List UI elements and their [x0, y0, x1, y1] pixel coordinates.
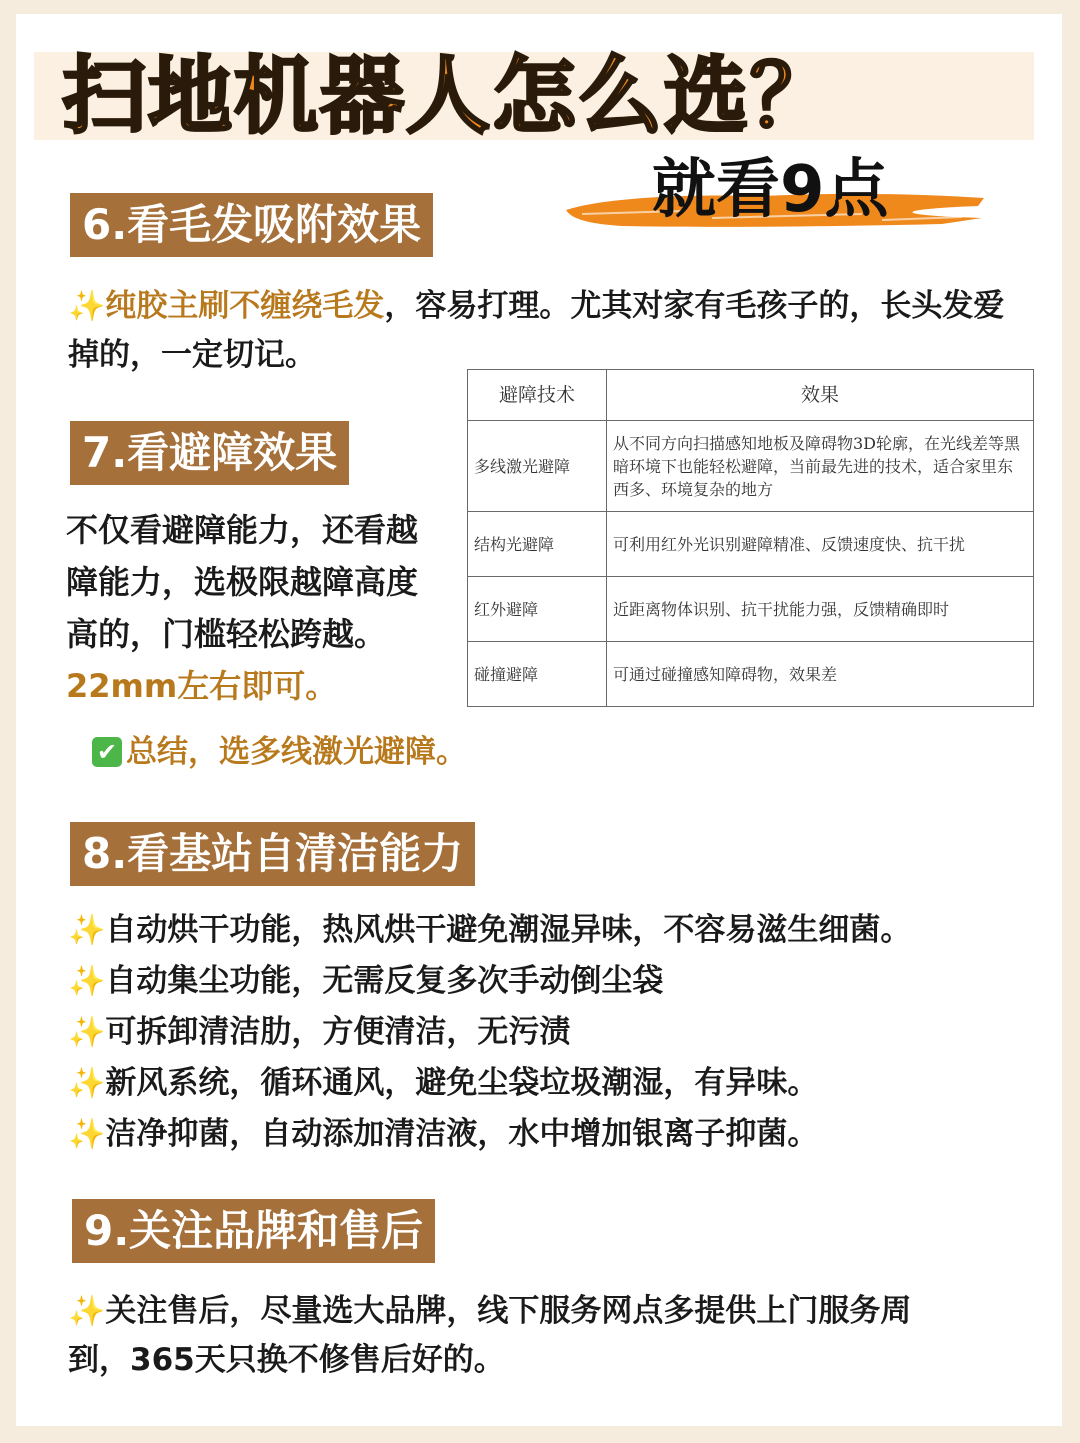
sparkles-icon: ✨	[68, 1294, 106, 1329]
obstacle-avoidance-table	[467, 369, 1034, 707]
table-cell: 结构光避障	[468, 512, 607, 577]
bullet-list	[68, 905, 1028, 1160]
body-text: 关注售后，尽量选大品牌，线下服务网点多提供上门服务周到，365天只换不修售后好的。	[68, 1293, 912, 1378]
section-paragraph	[68, 282, 1028, 379]
table-header-row	[468, 370, 1034, 421]
list-item	[68, 905, 1028, 956]
list-item	[68, 1109, 1028, 1160]
list-item	[68, 956, 1028, 1007]
sparkles-icon: ✨	[68, 964, 106, 999]
table-row	[468, 577, 1034, 642]
summary-line	[92, 728, 467, 776]
table-cell: 红外避障	[468, 577, 607, 642]
sparkles-icon: ✨	[68, 1015, 106, 1050]
table-row	[468, 512, 1034, 577]
list-item	[68, 1058, 1028, 1109]
table-header-cell: 效果	[607, 370, 1034, 421]
table-cell: 多线激光避障	[468, 421, 607, 512]
subtitle: 就看9点	[652, 153, 889, 227]
section-heading: 9.关注品牌和售后	[72, 1199, 435, 1263]
table-cell: 从不同方向扫描感知地板及障碍物3D轮廓，在光线差等黑暗环境下也能轻松避障，当前最先进的技术，适合家里东西多、环境复杂的地方	[607, 421, 1034, 512]
section-paragraph	[66, 504, 426, 712]
list-item-text: 新风系统，循环通风，避免尘袋垃圾潮湿，有异味。	[105, 1065, 819, 1101]
table-cell: 近距离物体识别、抗干扰能力强，反馈精确即时	[607, 577, 1034, 642]
main-title: 扫地机器人怎么选？	[62, 47, 837, 145]
body-text: 不仅看避障能力，还看越障能力，选极限越障高度高的，门槛轻松跨越。	[66, 511, 419, 653]
table-cell: 可通过碰撞感知障碍物，效果差	[607, 642, 1034, 707]
list-item-text: 可拆卸清洁肋，方便清洁，无污渍	[105, 1014, 571, 1050]
section-heading: 6.看毛发吸附效果	[70, 193, 433, 257]
table-header-cell: 避障技术	[468, 370, 607, 421]
sparkles-icon: ✨	[68, 1117, 106, 1152]
body-text: ，容易打理。尤其对家有毛孩子的，长头发爱掉的，一定切记。	[68, 288, 1005, 373]
summary-text: 总结，选多线激光避障。	[126, 734, 467, 770]
check-mark-button-icon: ✔	[92, 737, 122, 767]
table-cell: 碰撞避障	[468, 642, 607, 707]
highlight-text: 纯胶主刷不缠绕毛发	[105, 288, 385, 324]
sparkles-icon: ✨	[68, 913, 106, 948]
list-item-text: 洁净抑菌，自动添加清洁液，水中增加银离子抑菌。	[105, 1116, 819, 1152]
list-item-text: 自动烘干功能，热风烘干避免潮湿异味，不容易滋生细菌。	[105, 912, 912, 948]
list-item-text: 自动集尘功能，无需反复多次手动倒尘袋	[105, 963, 664, 999]
sparkles-icon: ✨	[68, 289, 106, 324]
section-heading: 8.看基站自清洁能力	[70, 822, 475, 886]
table-row	[468, 421, 1034, 512]
section-paragraph	[68, 1287, 958, 1384]
table-cell: 可利用红外光识别避障精准、反馈速度快、抗干扰	[607, 512, 1034, 577]
table-row	[468, 642, 1034, 707]
highlight-text: 22mm左右即可。	[66, 667, 338, 705]
section-heading: 7.看避障效果	[70, 421, 349, 485]
list-item	[68, 1007, 1028, 1058]
sparkles-icon: ✨	[68, 1066, 106, 1101]
